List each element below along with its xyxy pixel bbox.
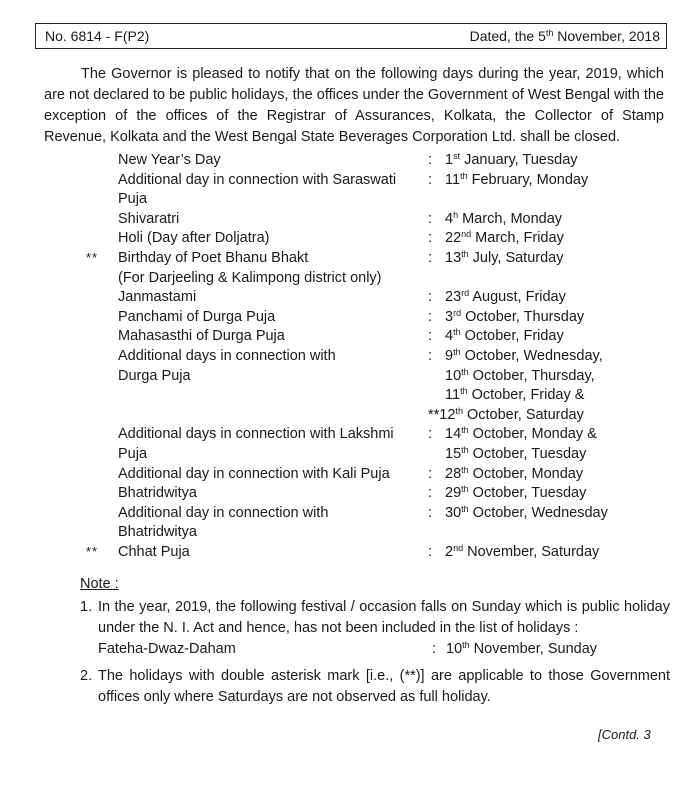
holiday-colon: : <box>428 210 433 227</box>
holiday-colon: : <box>428 504 433 521</box>
holiday-name: Durga Puja <box>118 367 191 384</box>
date-ordinal: rd <box>461 288 470 299</box>
continued-marker: [Contd. 3 <box>598 727 651 742</box>
holiday-colon: : <box>428 230 433 247</box>
holiday-colon: : <box>428 485 433 502</box>
date-ordinal: nd <box>461 229 472 240</box>
dated-line <box>470 28 660 44</box>
date-month-weekday: July, Saturday <box>468 250 564 266</box>
holiday-row <box>0 170 694 190</box>
note-item-2-text: The holidays with double asterisk mark [i.e., (**)] are applicable to those Government offices only where Saturdays are not observed as full holiday. <box>98 668 670 705</box>
date-day: 12 <box>439 406 456 423</box>
date-month-weekday: October, Saturday <box>462 406 584 423</box>
holiday-date <box>445 326 564 346</box>
holiday-name: Additional day in connection with Kali Puja <box>118 465 390 482</box>
holiday-name: Shivaratri <box>118 210 180 227</box>
holiday-name: Chhat Puja <box>118 544 190 560</box>
date-day: 15 <box>445 446 462 462</box>
holiday-row <box>0 268 694 288</box>
date-day: 10 <box>445 367 462 384</box>
note-item-2-number: 2. <box>80 668 93 684</box>
holiday-name: Additional days in connection with <box>118 348 336 364</box>
date-day: 4 <box>445 328 454 345</box>
holiday-colon: : <box>428 328 433 345</box>
holiday-date <box>445 307 584 327</box>
date-month-weekday: January, Tuesday <box>460 152 578 168</box>
holiday-date <box>445 424 597 444</box>
holiday-row <box>0 189 694 209</box>
sunday-holiday-colon: : <box>432 641 437 657</box>
holiday-name: Puja <box>118 446 148 462</box>
holiday-date <box>445 346 603 366</box>
intro-text: The Governor is pleased to notify that on the following days during the year, 2019, which are not declared to be public holidays, the offices under the Government of West Bengal with the exception of the offices of the Registrar of Assurances, Kolkata, the Collector of Stamp Revenue, Kolkata and the West Bengal State Beverages Corporation Ltd. shall be closed. <box>44 66 664 145</box>
reference-number: No. 6814 - F(P2) <box>45 28 150 44</box>
dated-prefix: Dated, the 5 <box>469 28 546 44</box>
holiday-date <box>445 209 562 229</box>
date-month-weekday: October, Thursday <box>461 308 585 325</box>
date-ordinal: th <box>460 170 468 181</box>
holiday-row <box>0 503 694 523</box>
date-ordinal: th <box>455 405 463 416</box>
holiday-name: Panchami of Durga Puja <box>118 308 276 325</box>
holiday-name: Bhatridwitya <box>118 524 197 541</box>
date-asterisk-mark: ** <box>428 406 440 423</box>
holiday-row <box>0 287 694 307</box>
sunday-holiday-date: 10th November, Sunday <box>446 640 598 657</box>
date-month-weekday: October, Monday <box>468 465 584 482</box>
date-day: 9 <box>445 348 454 364</box>
holiday-name: Puja <box>118 191 148 208</box>
date-day: 22 <box>445 230 462 247</box>
date-ordinal: th <box>461 425 469 436</box>
date-ordinal: th <box>461 366 469 377</box>
holiday-row <box>0 228 694 248</box>
holiday-row <box>0 483 694 503</box>
holiday-name: Bhatridwitya <box>118 485 197 502</box>
holiday-date <box>445 170 588 190</box>
sunday-holiday-name: Fateha-Dwaz-Daham <box>98 641 236 657</box>
holiday-date <box>445 444 586 464</box>
date-month-weekday: October, Friday <box>460 328 564 345</box>
date-month-weekday: October, Wednesday, <box>460 348 603 364</box>
holiday-date <box>445 385 584 405</box>
holiday-row <box>0 366 694 386</box>
date-month-weekday: October, Thursday, <box>468 367 595 384</box>
holiday-name: Additional day in connection with Saraswati <box>118 171 397 188</box>
date-month-weekday: March, Monday <box>458 210 563 227</box>
date-ordinal: th <box>461 464 469 475</box>
date-month-weekday: October, Monday & <box>468 426 597 443</box>
date-ordinal: th <box>461 249 469 259</box>
holiday-name: Additional day in connection with <box>118 504 329 521</box>
date-month-weekday: October, Tuesday <box>468 446 587 462</box>
date-month-weekday: October, Tuesday <box>468 485 587 502</box>
holiday-date <box>445 503 608 523</box>
date-ordinal: th <box>461 445 469 455</box>
date-month-weekday: March, Friday <box>471 230 564 247</box>
holiday-row <box>0 307 694 327</box>
date-day: 13 <box>445 250 462 266</box>
holiday-row <box>0 405 694 425</box>
holiday-name: Janmastami <box>118 289 197 306</box>
holiday-colon: : <box>428 289 433 306</box>
date-ordinal: h <box>453 209 459 220</box>
date-month-weekday: October, Wednesday <box>468 504 608 521</box>
holiday-date <box>445 542 599 562</box>
holiday-row <box>0 385 694 405</box>
date-ordinal: th <box>461 484 469 495</box>
holiday-colon: : <box>428 152 433 168</box>
date-month-weekday: February, Monday <box>467 171 589 188</box>
holiday-row <box>0 326 694 346</box>
holiday-date <box>445 150 578 170</box>
date-day: 29 <box>445 485 462 502</box>
holiday-name: Holi (Day after Doljatra) <box>118 230 270 247</box>
holiday-colon: : <box>428 348 433 364</box>
holiday-colon: : <box>428 544 433 560</box>
holiday-colon: : <box>428 171 433 188</box>
holiday-row <box>0 424 694 444</box>
holiday-name: Birthday of Poet Bhanu Bhakt <box>118 250 309 266</box>
holiday-row <box>0 248 694 268</box>
holiday-row <box>0 346 694 366</box>
note-label: Note : <box>80 576 119 592</box>
holiday-row <box>0 444 694 464</box>
date-day: 4 <box>445 210 454 227</box>
date-ordinal: th <box>453 327 461 338</box>
double-asterisk-mark: ** <box>86 544 99 559</box>
holiday-name: Additional days in connection with Lakshmi <box>118 426 394 443</box>
date-day: 14 <box>445 426 462 443</box>
intro-paragraph <box>44 64 664 148</box>
holiday-name: Mahasasthi of Durga Puja <box>118 328 285 345</box>
holiday-date <box>445 483 586 503</box>
date-month-weekday: August, Friday <box>469 289 566 306</box>
holiday-date <box>445 464 583 484</box>
holiday-date <box>445 366 595 386</box>
holiday-colon: : <box>428 250 433 266</box>
holiday-row <box>0 150 694 170</box>
note-item-1-text: In the year, 2019, the following festival / occasion falls on Sunday which is public holiday under the N. I. Act and hence, has not been included in the list of holidays : <box>98 599 670 636</box>
date-ordinal: nd <box>453 543 464 553</box>
date-day: 1 <box>445 152 454 168</box>
holiday-row <box>0 542 694 562</box>
holiday-date <box>445 248 564 268</box>
dated-suffix-sup: th <box>545 28 554 38</box>
date-ordinal: th <box>460 386 468 397</box>
double-asterisk-mark: ** <box>86 250 99 265</box>
holiday-name: New Year’s Day <box>118 152 221 168</box>
holiday-colon: : <box>428 465 433 482</box>
date-ordinal: th <box>453 347 461 357</box>
date-month-weekday: November, Saturday <box>463 544 600 560</box>
note-item-2 <box>80 666 670 708</box>
dated-suffix: November, 2018 <box>553 28 660 44</box>
date-day: 2 <box>445 544 454 560</box>
holiday-colon: : <box>428 308 433 325</box>
holiday-date <box>445 228 564 248</box>
holiday-row <box>0 522 694 542</box>
holiday-date <box>428 405 584 425</box>
date-day: 11 <box>445 387 461 404</box>
holiday-date <box>445 287 566 307</box>
date-day: 23 <box>445 289 462 306</box>
header-box <box>35 23 667 49</box>
holiday-name: (For Darjeeling & Kalimpong district only) <box>118 269 382 286</box>
date-month-weekday: October, Friday & <box>467 387 585 404</box>
holiday-colon: : <box>428 426 433 443</box>
date-day: 3 <box>445 308 454 325</box>
holiday-row <box>0 209 694 229</box>
date-ordinal: rd <box>453 307 462 318</box>
note-item-1-number: 1. <box>80 599 93 615</box>
date-day: 11 <box>445 171 461 188</box>
date-ordinal: st <box>453 151 461 161</box>
date-day: 28 <box>445 465 462 482</box>
date-ordinal: th <box>461 503 469 514</box>
note-item-1 <box>80 597 670 639</box>
date-day: 30 <box>445 504 462 521</box>
holiday-row <box>0 464 694 484</box>
